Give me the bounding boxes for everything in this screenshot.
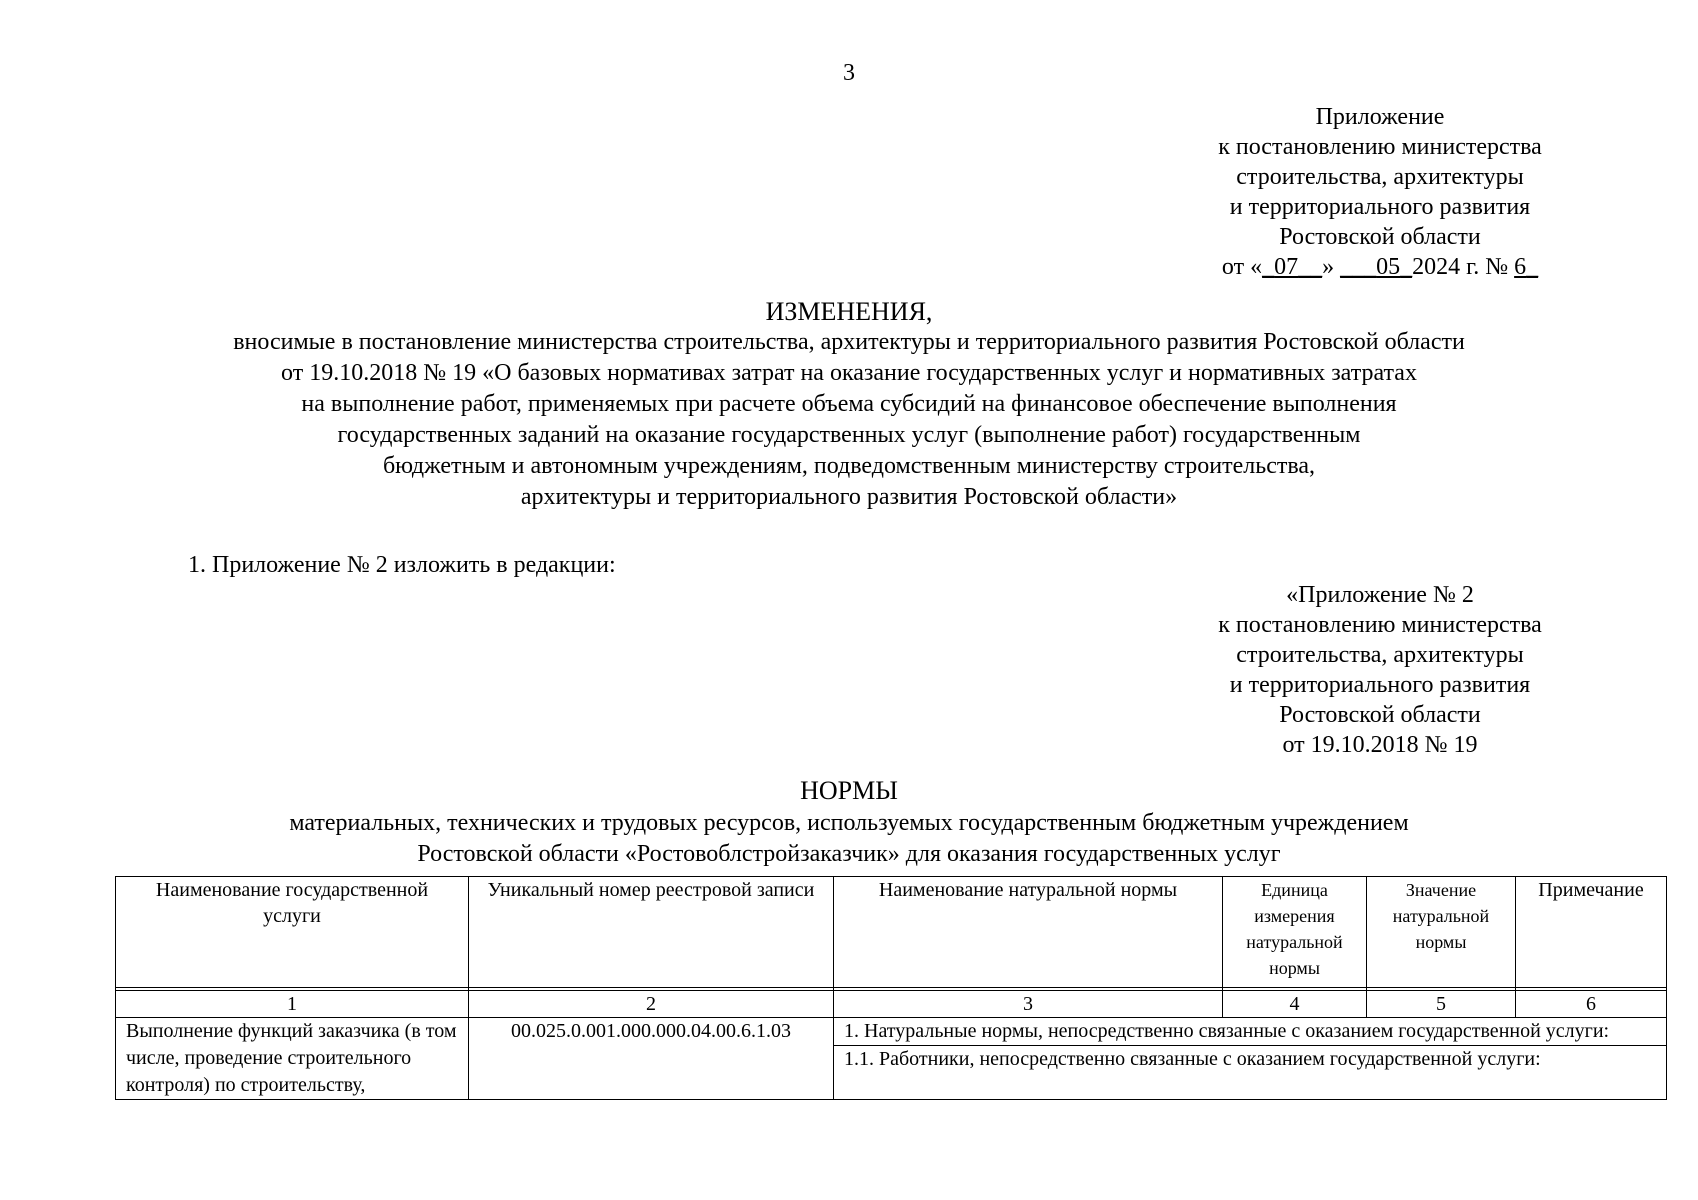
norms-subtitle-line: материальных, технических и трудовых ресурсов, используемых государственным бюджетным учреждением bbox=[289, 810, 1409, 836]
date-number: 6_ bbox=[1514, 254, 1539, 280]
appendix-2-line: и территориального развития bbox=[1229, 672, 1531, 698]
appendix-2-line: от 19.10.2018 № 19 bbox=[1282, 732, 1478, 758]
item-1: 1. Приложение № 2 изложить в редакции: bbox=[188, 552, 616, 578]
appendix-header-line: и территориального развития bbox=[1229, 194, 1531, 220]
norms-title: НОРМЫ bbox=[800, 776, 898, 805]
changes-subtitle bbox=[100, 327, 1598, 513]
appendix-2-line: Ростовской области bbox=[1279, 702, 1481, 728]
table-header-cell: Единица измерения натуральной нормы bbox=[1223, 877, 1367, 988]
column-number: 5 bbox=[1367, 991, 1516, 1018]
appendix-date-line bbox=[1170, 252, 1590, 282]
date-month: ___05_ bbox=[1340, 254, 1413, 280]
page-number: 3 bbox=[843, 60, 855, 86]
column-number: 3 bbox=[834, 991, 1223, 1018]
registry-number-cell: 00.025.0.001.000.000.04.00.6.1.03 bbox=[469, 1018, 834, 1100]
appendix-2-header bbox=[1170, 580, 1590, 760]
changes-title: ИЗМЕНЕНИЯ, bbox=[765, 297, 933, 326]
table-header-cell: Наименование натуральной нормы bbox=[834, 877, 1223, 988]
table-row bbox=[116, 1018, 1667, 1100]
table-header-cell: Наименование государственной услуги bbox=[116, 877, 469, 988]
date-mid: » bbox=[1322, 254, 1335, 280]
appendix-2-line: строительства, архитектуры bbox=[1236, 642, 1524, 668]
subtitle-line: бюджетным и автономным учреждениям, подведомственным министерству строительства, bbox=[382, 453, 1316, 479]
appendix-header-line: Приложение bbox=[1315, 104, 1445, 130]
subtitle-line: государственных заданий на оказание государственных услуг (выполнение работ) государственным bbox=[337, 422, 1361, 448]
appendix-header bbox=[1170, 102, 1590, 282]
appendix-header-line: строительства, архитектуры bbox=[1236, 164, 1524, 190]
column-number: 4 bbox=[1223, 991, 1367, 1018]
norm-name-cell bbox=[834, 1018, 1667, 1100]
appendix-header-line: Ростовской области bbox=[1279, 224, 1481, 250]
column-number: 2 bbox=[469, 991, 834, 1018]
appendix-2-line: к постановлению министерства bbox=[1218, 612, 1542, 638]
norm-item-1-1: 1.1. Работники, непосредственно связанные с оказанием государственной услуги: bbox=[834, 1045, 1666, 1073]
date-day: _07__ bbox=[1262, 254, 1323, 280]
norm-item-1: 1. Натуральные нормы, непосредственно связанные с оказанием государственной услуги: bbox=[844, 1020, 1610, 1042]
table-header-cell: Уникальный номер реестровой записи bbox=[469, 877, 834, 988]
norms-table bbox=[115, 876, 1667, 1100]
norms-subtitle bbox=[100, 808, 1598, 870]
service-name-cell: Выполнение функций заказчика (в том числе, проведение строительного контроля) по строительству, bbox=[116, 1018, 469, 1100]
subtitle-line: от 19.10.2018 № 19 «О базовых нормативах затрат на оказание государственных услуг и нормативных затратах bbox=[281, 360, 1417, 386]
table-header-cell: Значение натуральной нормы bbox=[1367, 877, 1516, 988]
table-header-cell: Примечание bbox=[1516, 877, 1667, 988]
column-number: 6 bbox=[1516, 991, 1667, 1018]
appendix-header-line: к постановлению министерства bbox=[1218, 134, 1542, 160]
column-number-row bbox=[116, 991, 1667, 1018]
table-header-row bbox=[116, 877, 1667, 988]
appendix-2-line: «Приложение № 2 bbox=[1286, 582, 1474, 608]
norms-subtitle-line: Ростовской области «Ростовоблстройзаказчик» для оказания государственных услуг bbox=[417, 841, 1281, 867]
column-number: 1 bbox=[116, 991, 469, 1018]
subtitle-line: вносимые в постановление министерства строительства, архитектуры и территориального развития Ростовской области bbox=[233, 329, 1465, 355]
date-year: 2024 г. № bbox=[1412, 254, 1509, 280]
date-prefix: от « bbox=[1221, 254, 1263, 280]
subtitle-line: на выполнение работ, применяемых при расчете объема субсидий на финансовое обеспечение выполнения bbox=[301, 391, 1397, 417]
subtitle-line: архитектуры и территориального развития Ростовской области» bbox=[520, 484, 1178, 510]
